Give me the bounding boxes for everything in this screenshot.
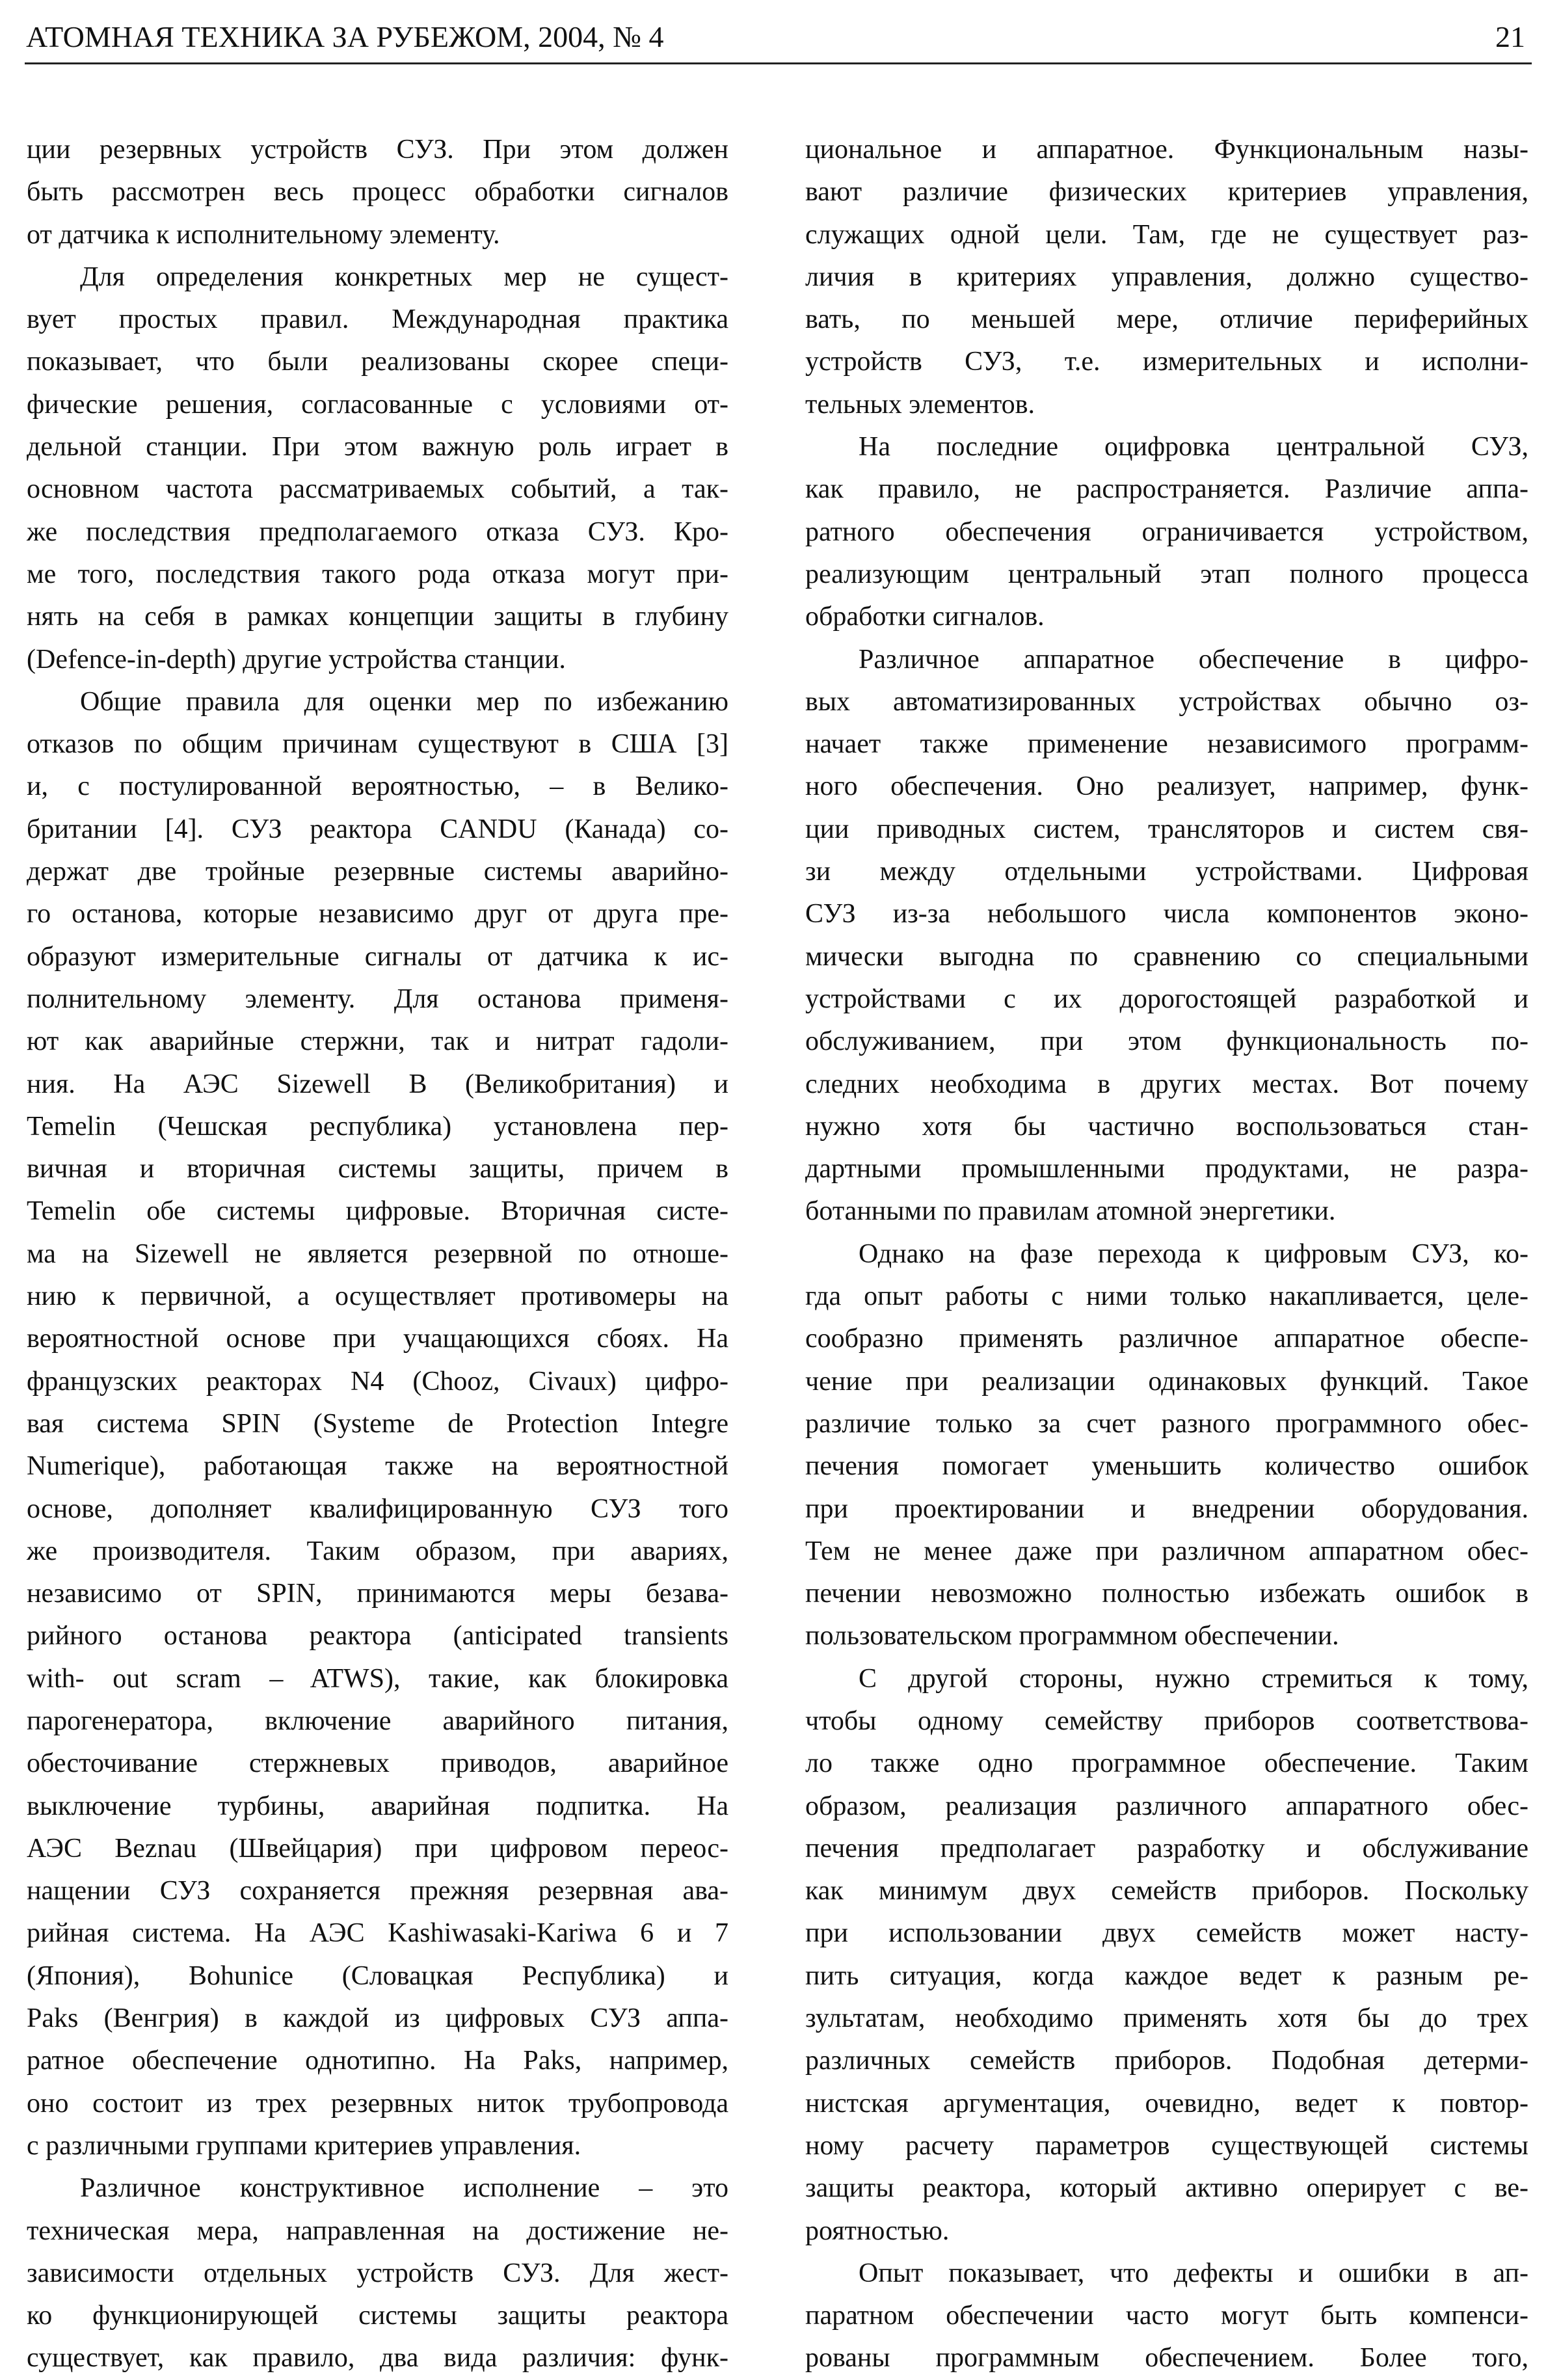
text-line: при использовании двух семейств может насту- [805, 1918, 1528, 1949]
text-line: вует простых правил. Международная практика [27, 304, 728, 335]
text-line: печения предполагает разработку и обслуживание [805, 1833, 1528, 1864]
text-line: рованы программным обеспечением. Более того, [805, 2343, 1528, 2373]
paragraph [27, 256, 728, 681]
text-line: ратное обеспечение однотипно. На Paks, например, [27, 2046, 728, 2076]
text-line: ко функционирующей системы защиты реактора [27, 2301, 728, 2331]
text-line: пользовательском программном обеспечении. [805, 1621, 1339, 1651]
text-line: основе, дополняет квалифицированную СУЗ того [27, 1493, 728, 1524]
text-line: пить ситуация, когда каждое ведет к разным ре- [805, 1960, 1528, 1991]
text-line: Опыт показывает, что дефекты и ошибки в ап- [859, 2258, 1528, 2288]
text-line: дельной станции. При этом важную роль играет в [27, 432, 728, 462]
text-line: начает также применение независимого программ- [805, 729, 1528, 760]
text-line: Numerique), работающая также на вероятностной [27, 1451, 728, 1482]
text-line: выключение турбины, аварийная подпитка. На [27, 1791, 728, 1821]
text-line: нять на себя в рамках концепции защиты в глубину [27, 602, 728, 632]
text-line: ного обеспечения. Оно реализует, например, функ- [805, 771, 1528, 802]
text-line: оно состоит из трех резервных ниток трубопровода [27, 2088, 728, 2119]
text-line: фические решения, согласованные с условиями от- [27, 389, 728, 420]
paragraph [27, 129, 728, 256]
text-line: вают различие физических критериев управления, [805, 177, 1528, 207]
text-line: как правило, не распространяется. Различие аппа- [805, 474, 1528, 505]
text-line: АЭС Beznau (Швейцария) при цифровом переос- [27, 1833, 728, 1864]
text-line: как минимум двух семейств приборов. Поскольку [805, 1876, 1528, 1906]
header-rule [25, 62, 1532, 64]
text-line: чтобы одному семейству приборов соответствова- [805, 1705, 1528, 1736]
text-line: отказов по общим причинам существуют в США [3] [27, 729, 728, 760]
text-line: защиты реактора, который активно оперирует с ве- [805, 2173, 1528, 2204]
text-line: гда опыт работы с ними только накапливается, целе- [805, 1281, 1528, 1312]
text-line: личия в критериях управления, должно существо- [805, 261, 1528, 292]
text-line: показывает, что были реализованы скорее специ- [27, 347, 728, 377]
text-line: нужно хотя бы частично воспользоваться стан- [805, 1111, 1528, 1142]
text-line: вая система SPIN (Systeme de Protection Integre [27, 1408, 728, 1439]
text-line: (Япония), Bohunice (Словацкая Республика) и [27, 1960, 728, 1991]
paragraph [805, 639, 1528, 1233]
text-line: рийного останова реактора (anticipated transients [27, 1621, 728, 1651]
text-line: мически выгодна по сравнению со специальными [805, 941, 1528, 972]
text-line: же последствия предполагаемого отказа СУЗ. Кро- [27, 516, 728, 547]
text-line: устройствами с их дорогостоящей разработкой и [805, 983, 1528, 1014]
text-line: ратного обеспечения ограничивается устройством, [805, 516, 1528, 547]
text-line: чение при реализации одинаковых функций. Такое [805, 1366, 1528, 1397]
paragraph [27, 2167, 728, 2379]
text-line: with- out scram – ATWS), такие, как блокировка [27, 1663, 728, 1694]
text-line: с различными группами критериев управления. [27, 2130, 581, 2161]
text-line: Для определения конкретных мер не сущест- [80, 261, 728, 292]
paragraph [805, 2253, 1528, 2380]
text-line: следних необходима в других местах. Вот почему [805, 1069, 1528, 1099]
text-line: Temelin обе системы цифровые. Вторичная систе- [27, 1196, 728, 1227]
text-line: обесточивание стержневых приводов, аварийное [27, 1748, 728, 1779]
paragraph [805, 1233, 1528, 1658]
text-line: ции резервных устройств СУЗ. При этом должен [27, 135, 728, 165]
text-line: (Defence-in-depth) другие устройства станции. [27, 644, 566, 675]
text-line: Paks (Венгрия) в каждой из цифровых СУЗ аппа- [27, 2003, 728, 2034]
text-line: роятностью. [805, 2215, 950, 2246]
text-line: вать, по меньшей мере, отличие периферийных [805, 304, 1528, 335]
text-line: обслуживанием, при этом функциональность по- [805, 1026, 1528, 1057]
text-line: вых автоматизированных устройствах обычно оз- [805, 686, 1528, 717]
text-line: и, с постулированной вероятностью, – в Велико- [27, 771, 728, 802]
text-line: Общие правила для оценки мер по избежанию [80, 686, 728, 717]
text-line: образом, реализация различного аппаратного обес- [805, 1791, 1528, 1821]
text-line: Различное аппаратное обеспечение в цифро- [859, 644, 1528, 675]
paragraph [805, 1658, 1528, 2253]
text-line: зи между отдельными устройствами. Цифровая [805, 857, 1528, 887]
text-line: различных семейств приборов. Подобная детерми- [805, 2046, 1528, 2076]
text-line: при проектировании и внедрении оборудования. [805, 1493, 1528, 1524]
text-line: различие только за счет разного программного обес- [805, 1408, 1528, 1439]
text-line: сообразно применять различное аппаратное обеспе- [805, 1324, 1528, 1354]
text-line: зультатам, необходимо применять хотя бы до трех [805, 2003, 1528, 2034]
text-line: Temelin (Чешская республика) установлена пер- [27, 1111, 728, 1142]
text-line: нию к первичной, а осуществляет противомеры на [27, 1281, 728, 1312]
text-line: Различное конструктивное исполнение – это [80, 2173, 728, 2204]
text-line: от датчика к исполнительному элементу. [27, 219, 500, 250]
text-line: циональное и аппаратное. Функциональным назы- [805, 135, 1528, 165]
text-line: держат две тройные резервные системы аварийно- [27, 857, 728, 887]
text-line: ют как аварийные стержни, так и нитрат гадоли- [27, 1026, 728, 1057]
text-line: парогенератора, включение аварийного питания, [27, 1705, 728, 1736]
text-line: ма на Sizewell не является резервной по отноше- [27, 1238, 728, 1269]
right-column [805, 129, 1528, 2380]
text-line: Однако на фазе перехода к цифровым СУЗ, ко- [859, 1238, 1528, 1269]
text-line: реализующим центральный этап полного процесса [805, 559, 1528, 589]
text-line: ции приводных систем, трансляторов и систем свя- [805, 814, 1528, 844]
text-line: независимо от SPIN, принимаются меры безава- [27, 1579, 728, 1609]
text-line: СУЗ из-за небольшого числа компонентов эконо- [805, 899, 1528, 929]
text-line: паратном обеспечении часто могут быть компенси- [805, 2301, 1528, 2331]
text-line: рийная система. На АЭС Kashiwasaki-Kariwa 6 и 7 [27, 1918, 728, 1949]
text-line: ному расчету параметров существующей системы [805, 2130, 1528, 2161]
paragraph [805, 426, 1528, 638]
text-line: дартными промышленными продуктами, не разра- [805, 1154, 1528, 1184]
journal-running-title: АТОМНАЯ ТЕХНИКА ЗА РУБЕЖОМ, 2004, № 4 [26, 20, 664, 53]
text-line: нистская аргументация, очевидно, ведет к повтор- [805, 2088, 1528, 2119]
text-line: существует, как правило, два вида различия: функ- [27, 2343, 728, 2373]
text-line: основном частота рассматриваемых событий, а так- [27, 474, 728, 505]
paragraph [805, 129, 1528, 426]
text-line: быть рассмотрен весь процесс обработки сигналов [27, 177, 728, 207]
text-line: же производителя. Таким образом, при авариях, [27, 1536, 728, 1566]
text-line: обработки сигналов. [805, 602, 1045, 632]
text-line: На последние оцифровка центральной СУЗ, [859, 432, 1528, 462]
text-line: печении невозможно полностью избежать ошибок в [805, 1579, 1528, 1609]
text-line: французских реакторах N4 (Chooz, Civaux) цифро- [27, 1366, 728, 1397]
text-line: техническая мера, направленная на достижение не- [27, 2215, 728, 2246]
text-line: образуют измерительные сигналы от датчика к ис- [27, 941, 728, 972]
text-line: ме того, последствия такого рода отказа могут при- [27, 559, 728, 589]
text-line: вичная и вторичная системы защиты, причем в [27, 1154, 728, 1184]
text-line: нащении СУЗ сохраняется прежняя резервная ава- [27, 1876, 728, 1906]
text-line: полнительному элементу. Для останова применя- [27, 983, 728, 1014]
text-line: устройств СУЗ, т.е. измерительных и исполни- [805, 347, 1528, 377]
text-line: служащих одной цели. Там, где не существует раз- [805, 219, 1528, 250]
text-line: британии [4]. СУЗ реактора CANDU (Канада) со- [27, 814, 728, 844]
text-line: тельных элементов. [805, 389, 1035, 420]
text-line: ботанными по правилам атомной энергетики. [805, 1196, 1336, 1227]
text-line: ния. На АЭС Sizewell B (Великобритания) и [27, 1069, 728, 1099]
text-line: ло также одно программное обеспечение. Таким [805, 1748, 1528, 1779]
text-line: Тем не менее даже при различном аппаратном обес- [805, 1536, 1528, 1566]
text-line: вероятностной основе при учащающихся сбоях. На [27, 1324, 728, 1354]
page-number: 21 [1495, 20, 1525, 53]
text-line: печения помогает уменьшить количество ошибок [805, 1451, 1528, 1482]
left-column [27, 129, 728, 2380]
paragraph [27, 681, 728, 2167]
text-line: зависимости отдельных устройств СУЗ. Для жест- [27, 2258, 728, 2288]
text-line: С другой стороны, нужно стремиться к тому, [859, 1663, 1528, 1694]
text-line: го останова, которые независимо друг от друга пре- [27, 899, 728, 929]
